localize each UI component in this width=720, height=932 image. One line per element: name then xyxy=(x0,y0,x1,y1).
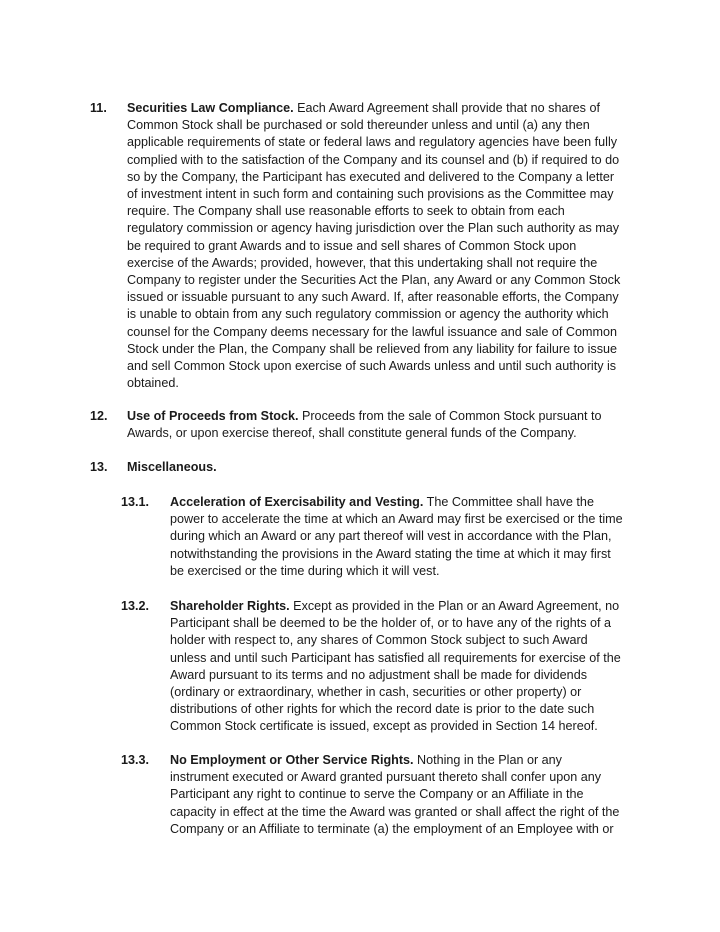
subsection-line: power to accelerate the time at which an Award may first be exercised or the time xyxy=(170,512,623,527)
section-line: be required to grant Awards and to issue and sell shares of Common Stock upon xyxy=(127,238,577,253)
subsection-body xyxy=(170,598,621,736)
section-body xyxy=(127,100,620,392)
section-line: and sell Common Stock upon exercise of such Awards unless and until such authority is xyxy=(127,359,617,374)
section-body xyxy=(127,408,602,442)
section-line: counsel for the Company deems necessary for the lawful issuance and sale of Common xyxy=(127,324,618,339)
section-body xyxy=(127,459,217,476)
subsection-line: Participant any right to continue to serve the Company or an Affiliate in the xyxy=(170,787,584,802)
section-line: is unable to obtain from any such regulatory commission or agency the authority which xyxy=(127,307,609,322)
subsection-heading: Shareholder Rights. xyxy=(170,599,290,613)
subsection-body xyxy=(170,494,623,580)
section-line: of investment intent in such form and containing such provisions as the Committee may xyxy=(127,187,614,202)
section-line: Company to register under the Securities Act the Plan, any Award or any Common Stock xyxy=(127,273,621,288)
subsection-line: capacity in effect at the time the Award was granted or shall affect the right of the xyxy=(170,804,620,819)
subsection-number: 13.3. xyxy=(121,753,150,767)
section-heading: Securities Law Compliance. xyxy=(127,101,294,115)
subsection-line: Participant shall be deemed to be the holder of, or to have any of the rights of a xyxy=(170,616,612,631)
subsection-line: Award pursuant to its terms and no adjustment shall be made for dividends xyxy=(170,667,587,682)
section-line: require. The Company shall use reasonable efforts to seek to obtain from each xyxy=(127,204,565,219)
subsection-line: be exercised or the time during which it will vest. xyxy=(170,563,440,578)
subsection-line: instrument executed or Award granted pursuant thereto shall confer upon any xyxy=(170,770,602,785)
subsection-line: notwithstanding the provisions in the Award stating the time at which it may first xyxy=(170,546,611,561)
section-number: 13. xyxy=(90,460,108,474)
subsection-heading: No Employment or Other Service Rights. xyxy=(170,753,414,767)
subsection-line: No Employment or Other Service Rights. Nothing in the Plan or any xyxy=(170,753,562,767)
section-number: 11. xyxy=(90,101,107,115)
subsection-number: 13.1. xyxy=(121,495,150,509)
section-line: Securities Law Compliance. Each Award Agreement shall provide that no shares of xyxy=(127,101,600,115)
subsection-number: 13.2. xyxy=(121,599,150,613)
subsection-line: holder with respect to, any shares of Common Stock subject to such Award xyxy=(170,633,588,648)
section-number: 12. xyxy=(90,409,108,423)
section-line: Stock under the Plan, the Company shall be relieved from any liability for failure to issue xyxy=(127,341,618,356)
subsection-line: during which an Award or any part thereof will vest in accordance with the Plan, xyxy=(170,529,612,544)
subsection-line: unless and until such Participant has satisfied all requirements for exercise of the xyxy=(170,650,621,665)
section-line xyxy=(127,459,217,476)
section-line: so by the Company, the Participant has executed and delivered to the Company a letter xyxy=(127,169,615,184)
section-line: exercise of the Awards; provided, however, that this undertaking shall not require the xyxy=(127,255,598,270)
section-line: complied with to the satisfaction of the Company and its counsel and (b) if required to do xyxy=(127,152,620,167)
section-line: regulatory commission or agency having jurisdiction over the Plan such authority as may xyxy=(127,221,620,236)
subsection-heading: Acceleration of Exercisability and Vesting. xyxy=(170,495,424,509)
section-line: Awards, or upon exercise thereof, shall constitute general funds of the Company. xyxy=(127,426,577,441)
subsection-line: Common Stock certificate is issued, except as provided in Section 14 hereof. xyxy=(170,719,598,734)
subsection-line: distributions of other rights for which the record date is prior to the date such xyxy=(170,702,595,717)
subsection-line: Acceleration of Exercisability and Vesting. The Committee shall have the xyxy=(170,495,594,509)
section-line: Use of Proceeds from Stock. Proceeds from the sale of Common Stock pursuant to xyxy=(127,409,602,423)
subsection-line: Company or an Affiliate to terminate (a) the employment of an Employee with or xyxy=(170,821,614,836)
section-heading: Miscellaneous. xyxy=(127,460,217,474)
section-line: obtained. xyxy=(127,376,179,391)
subsection-line: Shareholder Rights. Except as provided in the Plan or an Award Agreement, no xyxy=(170,599,620,613)
section-line: issued or issuable pursuant to any such Award. If, after reasonable efforts, the Company xyxy=(127,290,619,305)
section-line: applicable requirements of state or federal laws and regulatory agencies have been fully xyxy=(127,135,618,150)
subsection-line: (ordinary or extraordinary, whether in cash, securities or other property) or xyxy=(170,685,582,700)
section-line: Common Stock shall be purchased or sold thereunder unless and until (a) any then xyxy=(127,118,590,133)
section-heading: Use of Proceeds from Stock. xyxy=(127,409,299,423)
subsection-body xyxy=(170,752,619,838)
